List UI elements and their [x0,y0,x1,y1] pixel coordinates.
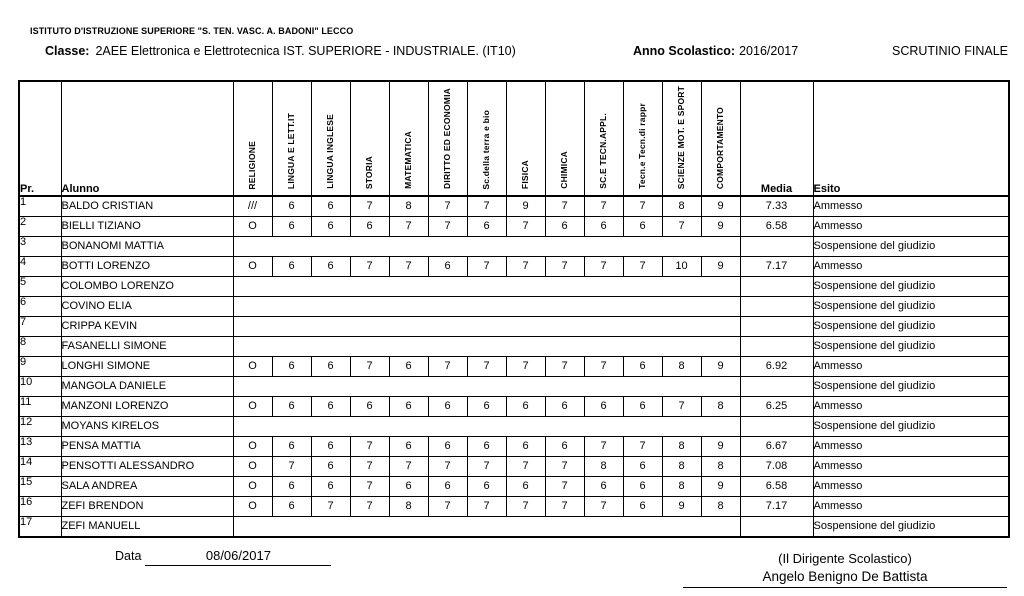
grade-cell: 6 [311,437,350,457]
grade-cell: O [233,357,272,377]
media-cell [740,517,813,538]
empty-grades-cell [233,317,740,337]
grade-cell: O [233,477,272,497]
row-number: 12 [19,417,61,437]
grade-cell: O [233,457,272,477]
subject-label: COMPORTAMENTO [715,107,726,190]
grade-cell: 9 [701,217,740,237]
row-number: 17 [19,517,61,538]
grade-cell: 6 [428,257,467,277]
grade-cell: 7 [584,437,623,457]
grade-cell: 6 [623,357,662,377]
grade-cell: 7 [467,457,506,477]
column-header-esito: Esito [813,81,1009,196]
row-number: 11 [19,397,61,417]
grade-cell: 6 [584,477,623,497]
grade-cell: 7 [506,217,545,237]
grade-cell: 6 [311,457,350,477]
grade-cell: 7 [311,497,350,517]
grade-cell: O [233,397,272,417]
student-name: PENSOTTI ALESSANDRO [61,457,233,477]
grade-cell: 6 [623,497,662,517]
esito-cell: Ammesso [813,497,1009,517]
school-year-value: 2016/2017 [739,44,799,58]
row-number: 3 [19,237,61,257]
esito-cell: Sospensione del giudizio [813,317,1009,337]
grade-cell: 8 [662,457,701,477]
grade-cell: 6 [584,397,623,417]
table-row [19,417,1009,437]
table-row [19,337,1009,357]
signature-block [683,551,1007,588]
table-row [19,257,1009,277]
table-row [19,377,1009,397]
esito-cell: Sospensione del giudizio [813,297,1009,317]
grade-cell: 10 [662,257,701,277]
subject-label: Sc.della terra e bio [481,109,492,190]
grade-cell: 8 [701,497,740,517]
row-number: 10 [19,377,61,397]
row-number: 8 [19,337,61,357]
grade-cell: 7 [350,497,389,517]
column-header-pr: Pr. [19,81,61,196]
media-cell [740,337,813,357]
table-row [19,457,1009,477]
grade-cell: 7 [350,196,389,217]
media-cell: 6.67 [740,437,813,457]
empty-grades-cell [233,277,740,297]
grade-cell: 6 [428,477,467,497]
subject-label: STORIA [364,156,375,190]
grade-cell: 7 [389,217,428,237]
esito-cell: Ammesso [813,397,1009,417]
grade-cell: 9 [662,497,701,517]
grade-cell: 6 [272,397,311,417]
grade-cell: 8 [389,497,428,517]
empty-grades-cell [233,337,740,357]
grade-cell: 7 [545,477,584,497]
student-name: MOYANS KIRELOS [61,417,233,437]
grade-cell: 6 [545,437,584,457]
grade-cell: 8 [584,457,623,477]
grade-cell: 6 [467,477,506,497]
esito-cell: Ammesso [813,217,1009,237]
grade-cell: 7 [545,357,584,377]
column-header-subject [701,81,740,196]
grade-cell: 7 [545,457,584,477]
column-header-subject [545,81,584,196]
media-cell: 6.92 [740,357,813,377]
grade-cell: 7 [428,357,467,377]
media-cell: 7.08 [740,457,813,477]
media-cell [740,317,813,337]
student-name: BONANOMI MATTIA [61,237,233,257]
grade-cell: 7 [662,217,701,237]
grade-cell: 7 [506,357,545,377]
grade-cell: 6 [350,217,389,237]
grade-cell: 7 [584,196,623,217]
grade-cell: 7 [350,357,389,377]
table-row [19,477,1009,497]
subject-label: RELIGIONE [247,140,258,190]
grade-cell: 8 [662,477,701,497]
signature-name: Angelo Benigno De Battista [683,569,1007,588]
date-label: Data [115,549,142,563]
column-header-subject [428,81,467,196]
grade-cell: 7 [584,257,623,277]
grade-cell: 7 [467,357,506,377]
column-header-subject [272,81,311,196]
media-cell [740,297,813,317]
grade-cell: 6 [272,477,311,497]
school-year-label: Anno Scolastico: [633,44,736,58]
grade-cell: 7 [428,196,467,217]
grades-table [18,80,1010,538]
grade-cell: 7 [623,196,662,217]
grade-cell: 6 [428,437,467,457]
media-cell [740,277,813,297]
table-row [19,437,1009,457]
grade-cell: 7 [506,497,545,517]
grade-cell: 9 [701,477,740,497]
column-header-subject [623,81,662,196]
row-number: 15 [19,477,61,497]
grade-cell: 6 [311,397,350,417]
grade-cell: 6 [545,217,584,237]
student-name: FASANELLI SIMONE [61,337,233,357]
table-row [19,517,1009,538]
grade-cell: O [233,437,272,457]
grade-cell: 8 [701,397,740,417]
grade-cell: 8 [389,196,428,217]
subject-label: CHIMICA [559,151,570,190]
class-value: 2AEE Elettronica e Elettrotecnica IST. SUPERIORE - INDUSTRIALE. (IT10) [95,44,516,58]
grade-cell: 6 [272,217,311,237]
esito-cell: Sospensione del giudizio [813,277,1009,297]
grade-cell: 7 [545,497,584,517]
grade-cell: 7 [467,497,506,517]
row-number: 9 [19,357,61,377]
student-name: BALDO CRISTIAN [61,196,233,217]
grade-cell: 7 [428,217,467,237]
signature-role: (Il Dirigente Scolastico) [778,551,912,566]
empty-grades-cell [233,377,740,397]
column-header-media: Media [740,81,813,196]
grade-cell: 6 [389,477,428,497]
esito-cell: Sospensione del giudizio [813,237,1009,257]
table-row [19,297,1009,317]
student-name: CRIPPA KEVIN [61,317,233,337]
esito-cell: Sospensione del giudizio [813,517,1009,538]
column-header-subject [311,81,350,196]
table-row [19,277,1009,297]
student-name: MANZONI LORENZO [61,397,233,417]
grade-cell: 6 [311,217,350,237]
grade-cell: 6 [545,397,584,417]
grade-cell: 6 [311,357,350,377]
column-header-subject [584,81,623,196]
row-number: 4 [19,257,61,277]
grade-cell: 6 [584,217,623,237]
column-header-alunno: Alunno [61,81,233,196]
grade-cell: 7 [662,397,701,417]
class-label: Classe: [45,44,90,58]
grade-cell: 7 [428,497,467,517]
student-name: SALA ANDREA [61,477,233,497]
media-cell [740,417,813,437]
column-header-subject [662,81,701,196]
student-name: BIELLI TIZIANO [61,217,233,237]
grade-cell: 6 [467,397,506,417]
column-header-subject [233,81,272,196]
grade-cell: 7 [506,457,545,477]
subject-label: SCIENZE MOT. E SPORT [676,86,687,190]
grade-cell: /// [233,196,272,217]
grade-cell: 8 [662,196,701,217]
esito-cell: Ammesso [813,196,1009,217]
student-name: MANGOLA DANIELE [61,377,233,397]
subject-label: LINGUA E LETT.IT [286,113,297,190]
grade-cell: 9 [506,196,545,217]
column-header-subject [506,81,545,196]
student-name: COLOMBO LORENZO [61,277,233,297]
empty-grades-cell [233,297,740,317]
column-header-subject [389,81,428,196]
subject-label: LINGUA INGLESE [325,114,336,190]
grade-cell: 7 [350,477,389,497]
student-name: ZEFI MANUELL [61,517,233,538]
grade-cell: 7 [545,257,584,277]
grade-cell: 7 [350,457,389,477]
grade-cell: 9 [701,357,740,377]
student-name: BOTTI LORENZO [61,257,233,277]
grade-cell: 9 [701,257,740,277]
grade-cell: 7 [389,457,428,477]
table-row [19,397,1009,417]
grade-cell: 6 [506,477,545,497]
row-number: 14 [19,457,61,477]
date-value: 08/06/2017 [145,548,331,566]
grade-cell: 7 [467,196,506,217]
class-line [45,44,516,58]
table-row [19,497,1009,517]
column-header-subject [350,81,389,196]
row-number: 1 [19,196,61,217]
institute-title: ISTITUTO D'ISTRUZIONE SUPERIORE "S. TEN. VASC. A. BADONI" LECCO [30,26,354,36]
subject-label: FISICA [520,160,531,190]
grade-cell: 7 [623,257,662,277]
row-number: 13 [19,437,61,457]
grade-cell: 7 [389,257,428,277]
empty-grades-cell [233,417,740,437]
grade-cell: 7 [467,257,506,277]
grade-cell: 6 [467,437,506,457]
student-name: ZEFI BRENDON [61,497,233,517]
grade-cell: 7 [350,437,389,457]
grade-cell: 6 [506,397,545,417]
grade-cell: 6 [311,196,350,217]
table-header-row [19,81,1009,196]
grade-cell: O [233,257,272,277]
grade-cell: 6 [272,437,311,457]
grade-cell: 6 [272,497,311,517]
student-name: LONGHI SIMONE [61,357,233,377]
grade-cell: 6 [428,397,467,417]
student-name: PENSA MATTIA [61,437,233,457]
grade-cell: 6 [311,477,350,497]
grade-cell: 7 [350,257,389,277]
media-cell [740,237,813,257]
media-cell [740,377,813,397]
grade-cell: 6 [350,397,389,417]
grade-cell: 6 [311,257,350,277]
grade-cell: O [233,217,272,237]
grade-cell: 9 [701,196,740,217]
esito-cell: Ammesso [813,357,1009,377]
grade-cell: 6 [272,196,311,217]
esito-cell: Sospensione del giudizio [813,377,1009,397]
media-cell: 7.17 [740,497,813,517]
grade-cell: 9 [701,437,740,457]
esito-cell: Sospensione del giudizio [813,417,1009,437]
grade-cell: 6 [623,397,662,417]
grade-cell: 6 [467,217,506,237]
grade-cell: 6 [623,217,662,237]
grade-cell: 8 [662,357,701,377]
grade-cell: 7 [584,357,623,377]
grade-cell: 8 [701,457,740,477]
grade-cell: 6 [623,477,662,497]
grade-cell: 7 [545,196,584,217]
grade-cell: 6 [272,357,311,377]
row-number: 7 [19,317,61,337]
subject-label: SC.E TECN.APPL. [598,113,609,190]
esito-cell: Ammesso [813,257,1009,277]
grade-cell: 6 [623,457,662,477]
row-number: 16 [19,497,61,517]
document-type-title: SCRUTINIO FINALE [892,44,1008,58]
grade-cell: 6 [272,257,311,277]
school-year-line [633,44,798,58]
table-row [19,317,1009,337]
esito-cell: Sospensione del giudizio [813,337,1009,357]
column-header-subject [467,81,506,196]
esito-cell: Ammesso [813,437,1009,457]
empty-grades-cell [233,237,740,257]
esito-cell: Ammesso [813,477,1009,497]
media-cell: 6.58 [740,477,813,497]
row-number: 2 [19,217,61,237]
grade-cell: O [233,497,272,517]
grade-cell: 7 [584,497,623,517]
table-row [19,357,1009,377]
grade-cell: 8 [662,437,701,457]
row-number: 5 [19,277,61,297]
subject-label: Tecn.e Tecn.di rappr [637,103,648,190]
table-row [19,237,1009,257]
grade-cell: 7 [506,257,545,277]
grade-cell: 6 [389,437,428,457]
table-row [19,196,1009,217]
student-name: COVINO ELIA [61,297,233,317]
empty-grades-cell [233,517,740,538]
media-cell: 6.58 [740,217,813,237]
date-block [115,548,331,566]
esito-cell: Ammesso [813,457,1009,477]
grade-cell: 7 [272,457,311,477]
grade-cell: 6 [389,397,428,417]
grade-cell: 7 [428,457,467,477]
table-row [19,217,1009,237]
media-cell: 7.17 [740,257,813,277]
media-cell: 7.33 [740,196,813,217]
grade-cell: 6 [389,357,428,377]
grade-cell: 7 [623,437,662,457]
subject-label: MATEMATICA [403,131,414,190]
media-cell: 6.25 [740,397,813,417]
subject-label: DIRITTO ED ECONOMIA [442,88,453,190]
grade-cell: 6 [506,437,545,457]
row-number: 6 [19,297,61,317]
